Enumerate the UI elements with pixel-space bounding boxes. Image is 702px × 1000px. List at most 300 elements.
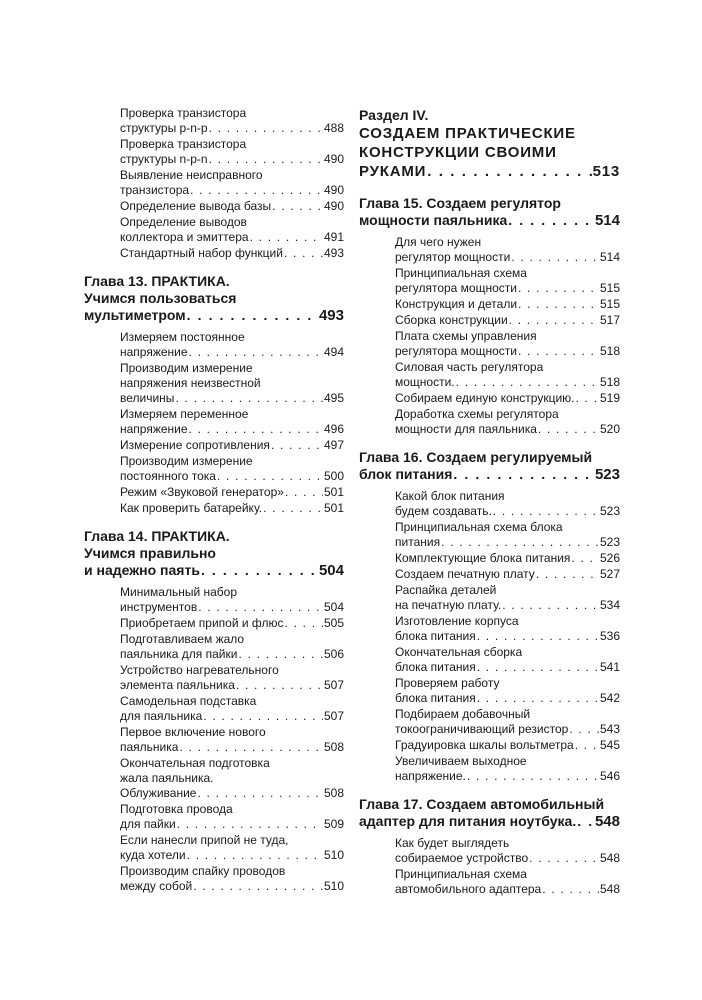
toc-entry-leader-line (395, 851, 620, 866)
dot-leader (508, 212, 594, 229)
toc-entry-leader-line (395, 422, 620, 437)
toc-entry-title: блока питания (395, 629, 476, 643)
dot-leader (263, 501, 323, 516)
toc-entry (359, 313, 620, 328)
toc-entry (84, 725, 344, 755)
page-number: 515 (599, 297, 620, 311)
page-number: 490 (323, 199, 344, 213)
chapter-17 (359, 796, 620, 897)
dot-leader (187, 307, 318, 324)
toc-entry-leader-line (120, 391, 344, 406)
toc-entry (359, 489, 620, 519)
toc-entry-title: Как проверить батарейку. (120, 501, 263, 515)
toc-entry (84, 407, 344, 437)
toc-entry-text: Измеряем переменное (120, 407, 249, 421)
page-number: 519 (599, 391, 620, 405)
page-number: 523 (599, 535, 620, 549)
intro-entries (84, 106, 344, 261)
toc-entry (359, 297, 620, 312)
toc-entry-title: Градуировка шкалы вольтметра (395, 738, 574, 752)
toc-entry-leader-line (120, 879, 344, 894)
toc-entry (84, 663, 344, 693)
toc-entry-leader-line (395, 535, 620, 550)
toc-entry-title: регулятор мощности (395, 250, 511, 264)
toc-entry-leader-line (120, 848, 344, 863)
toc-entry-title: куда хотели (120, 848, 186, 862)
toc-entry-text: Принципиальная схема блока (395, 520, 563, 534)
toc-entry (84, 330, 344, 360)
toc-entry-text: Принципиальная схема (395, 266, 527, 280)
chapter-heading-text: Глава 17. Создаем автомобильный (359, 796, 605, 812)
toc-entry (84, 137, 344, 167)
toc-entry-text: Увеличиваем выходное (395, 754, 527, 768)
toc-entry-leader-line (120, 485, 344, 500)
toc-entry-leader-line (120, 438, 344, 453)
dot-leader (509, 313, 599, 328)
dot-leader (193, 879, 323, 894)
toc-entry (359, 583, 620, 613)
page-number: 508 (323, 740, 344, 754)
toc-entry (84, 485, 344, 500)
toc-entry-text: Для чего нужен (395, 235, 482, 249)
toc-entry-title: регулятора мощности (395, 344, 517, 358)
dot-leader (518, 344, 599, 359)
chapter-heading (359, 449, 620, 483)
toc-entry-text: напряжения неизвестной (120, 376, 261, 390)
toc-entry-title: структуры p-n-p (120, 121, 208, 135)
section-label: Раздел IV. (359, 107, 429, 123)
toc-entry (359, 391, 620, 406)
dot-leader (179, 740, 323, 755)
page-number: 504 (318, 562, 344, 579)
toc-entry-leader-line (395, 769, 620, 784)
dot-leader (250, 230, 323, 245)
chapter-heading (84, 273, 344, 324)
toc-entry-title: структуры n-p-n (120, 152, 208, 166)
chapter-heading-text: Глава 13. ПРАКТИКА. (84, 273, 230, 289)
toc-entry-text: Плата схемы управления (395, 329, 537, 343)
toc-entry-leader-line (395, 250, 620, 265)
toc-entry-title: коллектора и эмиттера (120, 230, 249, 244)
toc-entry-text: Производим измерение (120, 454, 253, 468)
toc-entry-text: Производим измерение (120, 361, 253, 375)
chapter-heading-leader-line (359, 813, 620, 830)
toc-entry (84, 106, 344, 136)
toc-entry-title: Создаем печатную плату (395, 567, 535, 581)
toc-entry (359, 551, 620, 566)
toc-entry (359, 738, 620, 753)
chapter-heading-leader-line (84, 562, 344, 579)
toc-entry-leader-line (120, 786, 344, 801)
toc-entry (359, 867, 620, 897)
toc-entry-leader-line (120, 199, 344, 214)
chapter-heading-text: Учимся правильно (84, 545, 216, 561)
toc-entry (84, 501, 344, 516)
dot-leader (427, 162, 591, 181)
page-number: 526 (599, 551, 620, 565)
toc-entry-text: Подготовка провода (120, 802, 233, 816)
section-4 (359, 106, 620, 181)
toc-entry-title: Приобретаем припой и флюс (120, 616, 284, 630)
toc-entry-leader-line (120, 616, 344, 631)
page-number: 545 (599, 738, 620, 752)
toc-entry-title: напряжение (120, 422, 188, 436)
page-number: 543 (599, 722, 620, 736)
page-number: 488 (323, 121, 344, 135)
toc-entry-text: Подбираем добавочный (395, 707, 531, 721)
chapter-heading-title: адаптер для питания ноутбука. (359, 813, 577, 829)
toc-entry-title: инструментов (120, 600, 198, 614)
dot-leader (189, 422, 323, 437)
toc-entry (84, 438, 344, 453)
toc-entry (359, 836, 620, 866)
dot-leader (285, 616, 323, 631)
page-number: 514 (594, 212, 620, 229)
dot-leader (284, 246, 323, 261)
toc-entry (84, 199, 344, 214)
toc-entry-leader-line (395, 504, 620, 519)
page-number: 523 (594, 466, 620, 483)
toc-entry (84, 361, 344, 406)
toc-entry (359, 407, 620, 437)
toc-entry-leader-line (395, 598, 620, 613)
toc-entry-leader-line (395, 391, 620, 406)
toc-entry-leader-line (120, 501, 344, 516)
page-number: 523 (599, 504, 620, 518)
toc-entry-text: Как будет выглядеть (395, 836, 510, 850)
toc-entry-title: Режим «Звуковой генератор» (120, 485, 284, 499)
toc-entry-title: постоянного тока (120, 469, 216, 483)
dot-leader (575, 738, 599, 753)
toc-entry-title: мощности. (395, 375, 455, 389)
toc-entry-title: между собой (120, 879, 193, 893)
toc-entry-text: жала паяльника. (120, 771, 214, 785)
dot-leader (217, 469, 323, 484)
toc-entry-title: мощности для паяльника (395, 422, 537, 436)
page-number: 542 (599, 691, 620, 705)
toc-entry-title: Собираем единую конструкцию. (395, 391, 575, 405)
toc-entry-title: Комплектующие блока питания (395, 551, 571, 565)
toc-entry (359, 614, 620, 644)
page-number: 510 (323, 848, 344, 862)
dot-leader (456, 375, 599, 390)
toc-entry-title: элемента паяльника (120, 678, 235, 692)
toc-entry-leader-line (120, 600, 344, 615)
toc-entry-title: собираемое устройство (395, 851, 529, 865)
toc-entry (359, 266, 620, 296)
toc-entry-leader-line (395, 297, 620, 312)
toc-entry-leader-line (120, 817, 344, 832)
toc-entry (359, 520, 620, 550)
page-number: 509 (323, 817, 344, 831)
toc-entry-title: будем создавать. (395, 504, 492, 518)
toc-entry-leader-line (120, 345, 344, 360)
dot-leader (453, 466, 594, 483)
toc-entry (84, 802, 344, 832)
chapter-13 (84, 273, 344, 516)
toc-entry-leader-line (395, 567, 620, 582)
toc-entry-leader-line (120, 183, 344, 198)
dot-leader (271, 438, 323, 453)
toc-entry-text: Проверяем работу (395, 676, 500, 690)
page-number: 493 (318, 307, 344, 324)
page-number: 495 (323, 391, 344, 405)
toc-entry (84, 694, 344, 724)
toc-entry-title: Определение вывода базы (120, 199, 272, 213)
page-number: 501 (323, 485, 344, 499)
page-number: 496 (323, 422, 344, 436)
toc-entry-leader-line (120, 709, 344, 724)
dot-leader (571, 551, 599, 566)
toc-entry (84, 632, 344, 662)
chapter-heading (359, 195, 620, 229)
toc-entry (359, 754, 620, 784)
toc-entry-leader-line (395, 551, 620, 566)
toc-entry-text: Распайка деталей (395, 583, 497, 597)
dot-leader (467, 769, 599, 784)
toc-entry-text: Какой блок питания (395, 489, 505, 503)
toc-entry-leader-line (120, 678, 344, 693)
toc-entry-text: Выявление неисправного (120, 168, 263, 182)
chapter-heading-leader-line (359, 212, 620, 229)
dot-leader (201, 562, 318, 579)
toc-entry-text: Силовая часть регулятора (395, 360, 544, 374)
toc-entry-text: Самодельная подставка (120, 694, 257, 708)
page-number: 494 (323, 345, 344, 359)
toc-entry-title: на печатную плату. (395, 598, 502, 612)
toc-entry (359, 235, 620, 265)
dot-leader (209, 121, 323, 136)
toc-entry-title: токоограничивающий резистор (395, 722, 569, 736)
toc-entry-title: блока питания (395, 691, 476, 705)
page-number: 518 (599, 375, 620, 389)
dot-leader (272, 199, 323, 214)
dot-leader (518, 281, 599, 296)
dot-leader (209, 152, 323, 167)
chapter-heading-leader-line (359, 466, 620, 483)
toc-entry-leader-line (395, 738, 620, 753)
toc-entry-text: Определение выводов (120, 215, 247, 229)
page-number: 500 (323, 469, 344, 483)
toc-entry-leader-line (120, 469, 344, 484)
chapter-heading-title: блок питания (359, 466, 453, 482)
toc-entry-title: регулятора мощности (395, 281, 517, 295)
toc-entry-leader-line (395, 629, 620, 644)
toc-entry-leader-line (395, 313, 620, 328)
toc-entry-title: Конструкция и детали (395, 297, 518, 311)
toc-entry-text: Подготавливаем жало (120, 632, 245, 646)
dot-leader (502, 598, 599, 613)
dot-leader (511, 250, 599, 265)
toc-entry-title: паяльника (120, 740, 179, 754)
section-leader-line (359, 162, 620, 181)
section-title-line: КОНСТРУКЦИИ СВОИМИ (359, 144, 557, 161)
dot-leader (190, 183, 323, 198)
toc-entry-leader-line (120, 246, 344, 261)
toc-entry-leader-line (120, 230, 344, 245)
dot-leader (529, 851, 599, 866)
toc-entry-title: Сборка конструкции (395, 313, 508, 327)
dot-leader (197, 786, 323, 801)
toc-entry-leader-line (395, 344, 620, 359)
toc-entry-text: Окончательная сборка (395, 645, 523, 659)
toc-entry-text: Устройство нагревательного (120, 663, 279, 677)
page-number: 493 (323, 246, 344, 260)
toc-entry (84, 833, 344, 863)
dot-leader (575, 391, 598, 406)
toc-entry (359, 567, 620, 582)
page-number: 548 (599, 851, 620, 865)
toc-entry-text: Изготовление корпуса (395, 614, 519, 628)
page-number: 546 (599, 769, 620, 783)
chapter-14 (84, 528, 344, 894)
toc-entry-title: величины (120, 391, 175, 405)
toc-left-column (84, 106, 344, 895)
chapter-heading-title: мощности паяльника (359, 212, 508, 228)
section-title-last: РУКАМИ (359, 163, 427, 180)
chapter-heading-text: Глава 16. Создаем регулируемый (359, 449, 593, 465)
page-number: 514 (599, 250, 620, 264)
toc-entry-leader-line (120, 647, 344, 662)
page-number: 507 (323, 678, 344, 692)
toc-entry-leader-line (120, 740, 344, 755)
dot-leader (189, 345, 323, 360)
toc-entry-title: Стандартный набор функций (120, 246, 283, 260)
toc-entry (359, 707, 620, 737)
toc-entry-leader-line (395, 722, 620, 737)
page-number: 541 (599, 660, 620, 674)
page-number: 508 (323, 786, 344, 800)
dot-leader (569, 722, 599, 737)
page-number: 548 (599, 882, 620, 896)
page-number: 534 (599, 598, 620, 612)
chapter-15 (359, 195, 620, 437)
page-number: 518 (599, 344, 620, 358)
section-heading (359, 106, 620, 181)
toc-entry-title: паяльника для пайки (120, 647, 238, 661)
page-number: 504 (323, 600, 344, 614)
page-number: 490 (323, 183, 344, 197)
toc-entry-text: Первое включение нового (120, 725, 266, 739)
page-number: 501 (323, 501, 344, 515)
page-number: 513 (592, 163, 620, 180)
toc-entry-leader-line (120, 152, 344, 167)
toc-entry-leader-line (395, 882, 620, 897)
toc-entry-title: автомобильного адаптера (395, 882, 542, 896)
chapter-heading-text: Глава 14. ПРАКТИКА. (84, 528, 230, 544)
dot-leader (175, 391, 323, 406)
dot-leader (285, 485, 323, 500)
chapter-16 (359, 449, 620, 784)
toc-entry-text: Измеряем постоянное (120, 330, 245, 344)
toc-entry-leader-line (120, 422, 344, 437)
page-number: 548 (594, 813, 620, 830)
toc-entry (359, 329, 620, 359)
toc-entry (84, 215, 344, 245)
dot-leader (198, 600, 323, 615)
toc-entry-text: Если нанесли припой не туда, (120, 833, 289, 847)
toc-entry-text: Минимальный набор (120, 585, 238, 599)
toc-entry (84, 585, 344, 615)
toc-entry-title: блока питания (395, 660, 476, 674)
section-title-line: СОЗДАЕМ ПРАКТИЧЕСКИЕ (359, 125, 576, 142)
toc-entry-title: для паяльника (120, 709, 203, 723)
page-number: 507 (323, 709, 344, 723)
toc-entry (359, 645, 620, 675)
dot-leader (477, 691, 599, 706)
toc-entry-title: напряжение (120, 345, 188, 359)
page-number: 506 (323, 647, 344, 661)
toc-entry-leader-line (395, 375, 620, 390)
dot-leader (536, 567, 599, 582)
chapter-heading-text: Глава 15. Создаем регулятор (359, 195, 561, 211)
page-number: 505 (323, 616, 344, 630)
toc-entry-title: для пайки (120, 817, 176, 831)
toc-entry (84, 168, 344, 198)
dot-leader (187, 848, 323, 863)
toc-entry-text: Окончательная подготовка (120, 756, 270, 770)
dot-leader (203, 709, 323, 724)
toc-entry (359, 360, 620, 390)
page-number: 491 (323, 230, 344, 244)
dot-leader (238, 647, 323, 662)
page-number: 536 (599, 629, 620, 643)
toc-entry (359, 676, 620, 706)
page-number: 497 (323, 438, 344, 452)
page-number: 510 (323, 879, 344, 893)
toc-right-column (359, 106, 620, 898)
chapter-heading (84, 528, 344, 579)
toc-entry (84, 864, 344, 894)
chapter-heading-leader-line (84, 307, 344, 324)
toc-entry-title: напряжение. (395, 769, 466, 783)
toc-entry-text: Проверка транзистора (120, 137, 247, 151)
chapter-heading-text: Учимся пользоваться (84, 290, 237, 306)
toc-entry-text: Доработка схемы регулятора (395, 407, 559, 421)
page-number: 490 (323, 152, 344, 166)
toc-entry (84, 756, 344, 801)
dot-leader (538, 422, 599, 437)
dot-leader (477, 660, 599, 675)
toc-entry-leader-line (120, 121, 344, 136)
toc-entry-title: транзистора (120, 183, 190, 197)
dot-leader (441, 535, 599, 550)
dot-leader (518, 297, 599, 312)
toc-entry-title: Измерение сопротивления (120, 438, 270, 452)
page-number: 515 (599, 281, 620, 295)
dot-leader (177, 817, 323, 832)
toc-entry-leader-line (395, 691, 620, 706)
toc-entry-leader-line (395, 660, 620, 675)
toc-entry (84, 454, 344, 484)
toc-entry-text: Принципиальная схема (395, 867, 527, 881)
toc-entry-title: питания (395, 535, 441, 549)
toc-entry (84, 616, 344, 631)
toc-entry (84, 246, 344, 261)
chapter-heading-title: и надежно паять (84, 562, 200, 578)
page-number: 520 (599, 422, 620, 436)
toc-entry-text: Производим спайку проводов (120, 864, 286, 878)
chapter-heading-title: мультиметром (84, 307, 186, 323)
page-number: 527 (599, 567, 620, 581)
dot-leader (477, 629, 599, 644)
page-number: 517 (599, 313, 620, 327)
dot-leader (542, 882, 599, 897)
toc-entry-title: Облуживание (120, 786, 197, 800)
toc-entry-leader-line (395, 281, 620, 296)
dot-leader (493, 504, 599, 519)
chapter-heading (359, 796, 620, 830)
